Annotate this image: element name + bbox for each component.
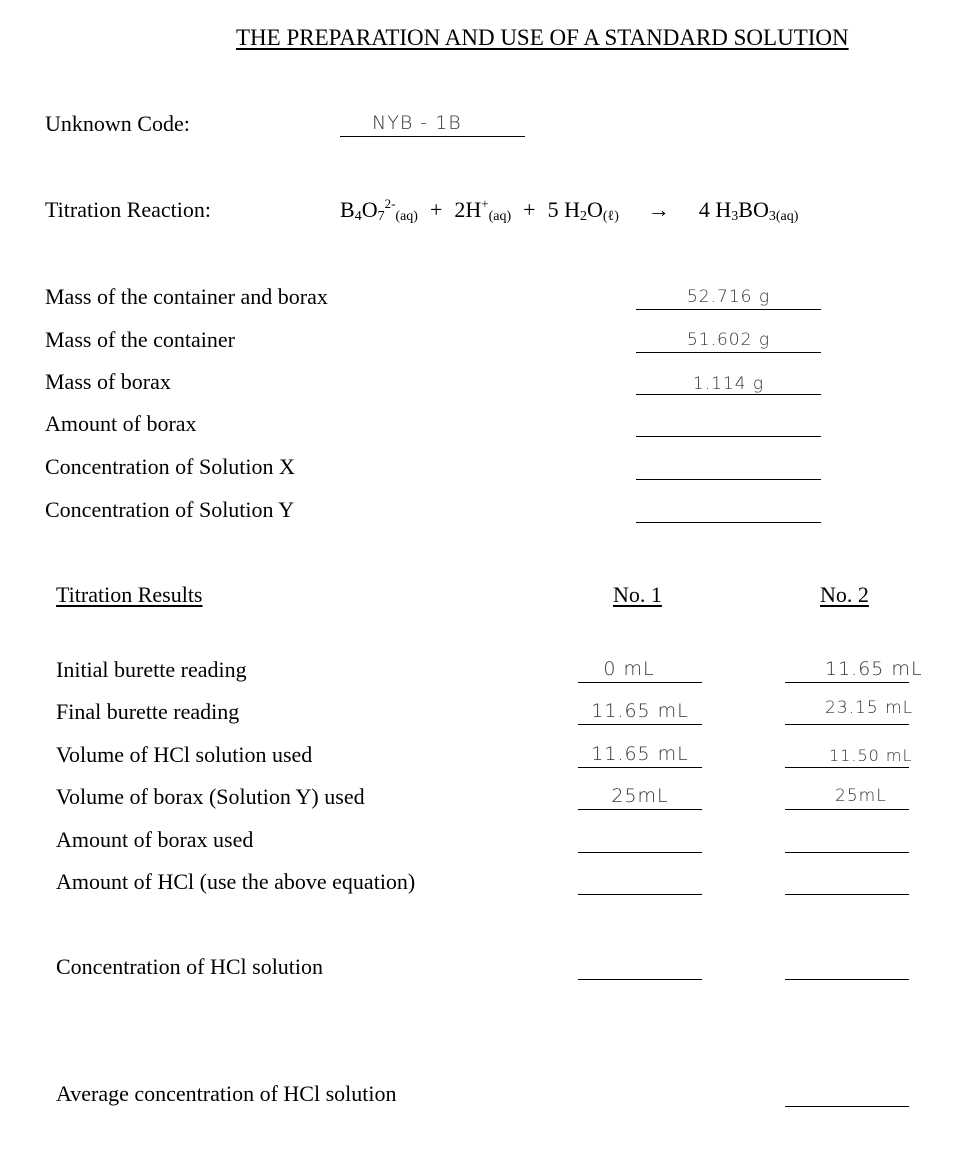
no2-field[interactable]: [785, 654, 923, 683]
no1-value: 11.65 mL: [591, 700, 689, 722]
mass-row-field[interactable]: [636, 366, 821, 395]
hydrogen-ion: $2H^+_{(aq)}$: [454, 196, 512, 224]
no2-field[interactable]: [785, 696, 914, 725]
mass-row-label: Concentration of Solution Y: [45, 497, 295, 522]
no2-value: 11.50 mL: [829, 746, 913, 765]
unknown-code-value: NYB - 1B: [372, 112, 462, 134]
no1-field[interactable]: [578, 824, 702, 853]
mass-row-value: 1.114 g: [692, 374, 765, 394]
no1-value: 0 mL: [603, 658, 655, 680]
titration-equation: [340, 196, 798, 224]
unknown-code-field[interactable]: [340, 108, 525, 137]
titration-results-heading: Titration Results: [56, 582, 203, 607]
average-concentration-field[interactable]: [785, 1078, 909, 1107]
no2-value: 23.15 mL: [825, 698, 914, 718]
mass-row-label: Mass of borax: [45, 369, 171, 394]
mass-row-label: Mass of the container and borax: [45, 284, 328, 309]
mass-row-field[interactable]: [636, 324, 821, 353]
no1-concentration-field[interactable]: [578, 951, 702, 980]
mass-row-label: Amount of borax: [45, 411, 197, 436]
hcl-concentration-label: Concentration of HCl solution: [56, 954, 324, 979]
mass-row-field[interactable]: [636, 451, 821, 480]
no1-field[interactable]: [578, 866, 702, 895]
boric-acid: 4 $H_3BO_{3(aq)}$: [698, 197, 799, 224]
no2-field[interactable]: [785, 739, 913, 768]
no2-value: 11.65 mL: [825, 658, 923, 680]
titration-row-label: Final burette reading: [56, 699, 240, 724]
no2-value: 25mL: [835, 786, 887, 806]
borate-ion: $B_4O_7^{2-}_{(aq)}$: [340, 196, 418, 224]
mass-row-label: Concentration of Solution X: [45, 454, 295, 479]
no1-value: 25mL: [611, 785, 669, 807]
unknown-code-label: Unknown Code:: [45, 111, 190, 136]
average-concentration-label: Average concentration of HCl solution: [56, 1081, 397, 1106]
titration-row-label: Amount of borax used: [56, 827, 254, 852]
plus-sign: +: [429, 197, 443, 222]
no2-field[interactable]: [785, 824, 909, 853]
titration-row-label: Amount of HCl (use the above equation): [56, 869, 416, 894]
titration-row-label: Initial burette reading: [56, 657, 247, 682]
titration-row-label: Volume of HCl solution used: [56, 742, 313, 767]
no1-field[interactable]: [578, 739, 702, 768]
no2-field[interactable]: [785, 866, 909, 895]
titration-row-label: Volume of borax (Solution Y) used: [56, 784, 365, 809]
mass-row-field[interactable]: [636, 494, 821, 523]
mass-row-value: 52.716 g: [686, 287, 771, 307]
no1-field[interactable]: [578, 654, 702, 683]
mass-row-field[interactable]: [636, 408, 821, 437]
no1-value: 11.65 mL: [591, 743, 689, 765]
no1-field[interactable]: [578, 696, 702, 725]
titration-reaction-label: Titration Reaction:: [45, 197, 212, 222]
column-header-no1: No. 1: [613, 582, 662, 607]
reaction-arrow-icon: →: [647, 197, 670, 222]
page-title: THE PREPARATION AND USE OF A STANDARD SOLUTION: [236, 25, 849, 50]
column-header-no2: No. 2: [820, 582, 869, 607]
no2-field[interactable]: [785, 781, 909, 810]
mass-row-field[interactable]: [636, 281, 821, 310]
mass-row-value: 51.602 g: [686, 330, 771, 350]
water: 5 $H_2O_{(\ell)}$: [547, 197, 619, 224]
plus-sign: +: [523, 197, 536, 222]
no1-field[interactable]: [578, 781, 702, 810]
no2-concentration-field[interactable]: [785, 951, 909, 980]
mass-row-label: Mass of the container: [45, 327, 235, 352]
